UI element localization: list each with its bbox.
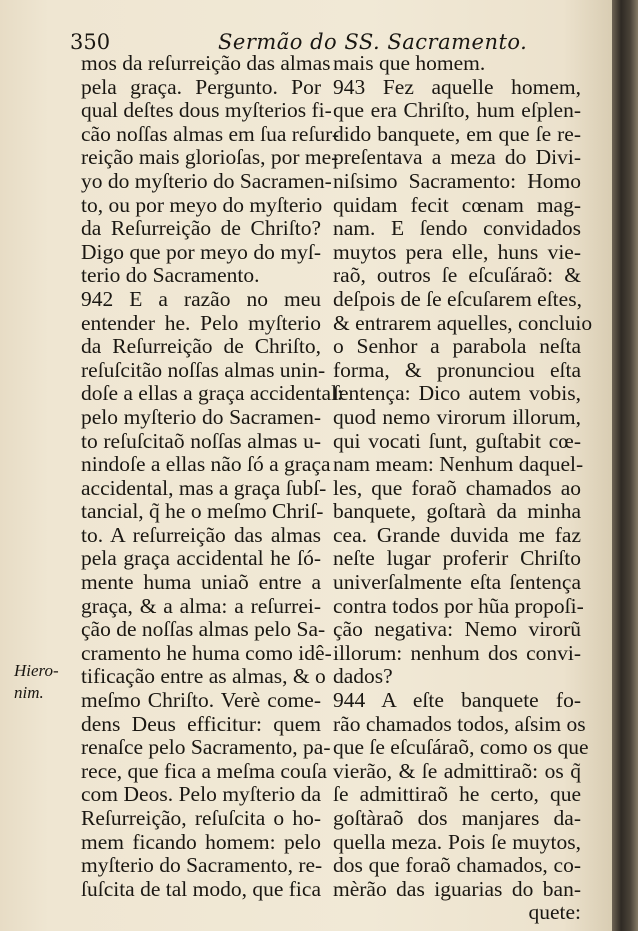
text-line: ſe admittiraõ he certo, que: [333, 782, 581, 807]
text-line: accidental, mas a graça ſubſ-: [81, 475, 327, 500]
text-line: meſmo Chriſto. Verè come-: [81, 688, 321, 713]
text-line: contra todos por hũa propoſi-: [333, 593, 584, 618]
text-line: cramento he huma como idê-: [81, 640, 332, 665]
margin-note-line: Hiero-: [14, 661, 59, 680]
text-line: raõ, outros ſe eſcuſáraõ: &: [333, 263, 581, 288]
text-line: myſterio do Sacramento, re-: [81, 853, 323, 878]
text-line: terio do Sacramento.: [81, 263, 260, 288]
text-line: to reſuſcitaõ noſſas almas u-: [81, 428, 321, 453]
margin-note-line: nim.: [14, 683, 44, 702]
text-line: muytos pera elle, huns vie-: [333, 239, 581, 264]
text-line: graça, & a alma: a reſurrei-: [81, 593, 321, 618]
text-line: da Reſurreição de Chriſto,: [81, 334, 321, 359]
text-line: reição mais glorioſas, por me-: [81, 145, 339, 170]
text-line: quete:: [528, 900, 581, 925]
text-line: ção de noſſas almas pelo Sa-: [81, 617, 326, 642]
text-line: nindoſe a ellas não ſó a graça: [81, 452, 331, 477]
text-line: qui vocati ſunt, guſtabit cœ-: [333, 428, 581, 453]
margin-note: [14, 660, 59, 704]
text-line: reſuſcitão noſſas almas unin-: [81, 357, 326, 382]
text-line: ſuſcita de tal modo, que fica: [81, 876, 321, 901]
text-line: dos que foraõ chamados, co-: [333, 853, 581, 878]
text-line: mais que homem.: [333, 51, 486, 75]
text-line: mos da reſurreição das almas: [81, 51, 331, 75]
text-line: deſpois de ſe eſcuſarem eſtes,: [333, 286, 582, 311]
text-line: preſentava a meza do Divi-: [333, 145, 581, 170]
text-line: pela graça. Pergunto. Por: [81, 74, 321, 99]
text-line: ſentença: Dico autem vobis,: [333, 381, 581, 406]
text-line: ção negativa: Nemo virorũ: [333, 617, 581, 642]
text-line: que ſe eſcuſáraõ, como os que: [333, 735, 589, 760]
text-line: & entrarem aquelles, concluio: [333, 310, 593, 335]
text-line: quod nemo virorum illorum,: [333, 404, 581, 429]
text-line: banquete, goſtarà da minha: [333, 499, 581, 524]
page-number: 350: [70, 30, 111, 54]
text-line: pelo myſterio do Sacramen-: [81, 404, 321, 429]
text-line: quidam fecit cœnam mag-: [333, 192, 581, 217]
text-line: doſe a ellas a graça accidental:: [81, 381, 344, 406]
text-line: Reſurreição, reſuſcita o ho-: [81, 806, 321, 830]
text-line: niſsimo Sacramento: Homo: [333, 168, 581, 193]
text-line: 944 A eſte banquete fo-: [333, 688, 581, 713]
text-line: nam. E ſendo convidados: [333, 216, 581, 241]
text-line: qual deſtes dous myſterios fi-: [81, 98, 332, 123]
text-line: to, ou por meyo do myſterio: [81, 192, 323, 217]
text-line: mèrão das iguarias do ban-: [333, 876, 581, 901]
text-line: neſte lugar proferir Chriſto: [333, 546, 581, 571]
book-gutter: [612, 0, 638, 931]
right-column: [333, 51, 593, 925]
text-line: entender he. Pelo myſterio: [81, 310, 321, 335]
text-line: cão noſſas almas em ſua reſur-: [81, 121, 340, 146]
text-line: dens Deus efficitur: quem: [81, 711, 321, 736]
text-line: 942 E a razão no meu: [81, 286, 321, 311]
text-line: tancial, q̃ he o meſmo Chriſ-: [81, 499, 324, 524]
text-line: rão chamados todos, aſsim os: [333, 711, 586, 736]
text-line: vierão, & ſe admittiraõ: os q̃: [333, 758, 581, 783]
text-line: da Reſurreição de Chriſto?: [81, 216, 321, 241]
running-title: Sermão do SS. Sacramento.: [218, 30, 528, 54]
text-line: les, que foraõ chamados ao: [333, 475, 581, 500]
text-line: 943 Fez aquelle homem,: [333, 74, 581, 99]
text-line: yo do myſterio do Sacramen-: [81, 168, 332, 193]
text-line: illorum: nenhum dos convi-: [333, 640, 581, 665]
text-line: dido banquete, em que ſe re-: [333, 121, 581, 146]
left-column: [81, 51, 344, 901]
text-line: tificação entre as almas, & o: [81, 664, 326, 689]
text-line: cea. Grande duvida me faz: [333, 522, 581, 547]
text-line: pela graça accidental he ſó-: [81, 546, 321, 571]
text-line: mem ficando homem: pelo: [81, 829, 321, 854]
text-line: mente huma uniaõ entre a: [81, 570, 321, 595]
text-line: univerſalmente eſta ſentença: [333, 570, 581, 595]
text-line: to. A reſurreição das almas: [81, 522, 321, 547]
text-line: renaſce pelo Sacramento, pa-: [81, 735, 331, 760]
text-line: quella meza. Pois ſe muytos,: [333, 829, 581, 854]
text-line: o Senhor a parabola neſta: [333, 334, 581, 359]
text-line: Digo que por meyo do myſ-: [81, 239, 321, 264]
text-line: rece, que fica a meſma couſa: [81, 758, 327, 783]
text-line: que era Chriſto, hum eſplen-: [333, 98, 581, 123]
text-line: goſtàraõ dos manjares da-: [333, 806, 581, 830]
text-line: com Deos. Pelo myſterio da: [81, 782, 321, 807]
text-line: dados?: [333, 664, 393, 689]
text-line: forma, & pronunciou eſta: [333, 357, 581, 382]
text-line: nam meam: Nenhum daquel-: [333, 452, 584, 477]
